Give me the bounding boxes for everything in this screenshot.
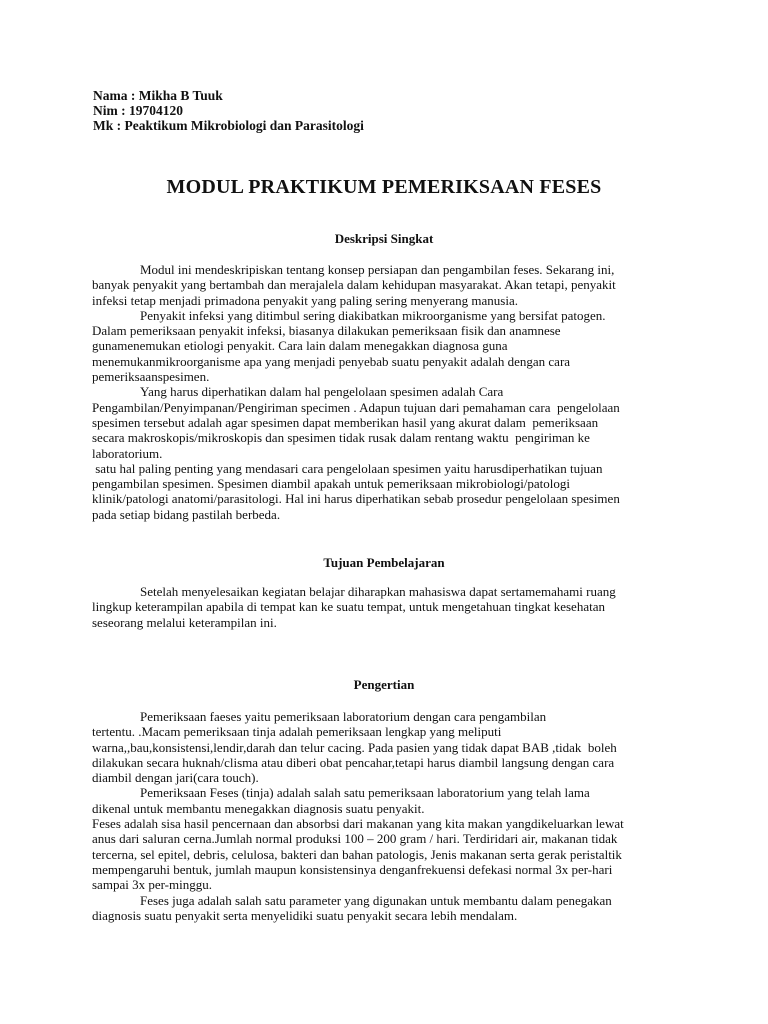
text-line: Yang harus diperhatikan dalam hal pengelolaan spesimen adalah Cara xyxy=(140,384,504,400)
text-line: pengambilan spesimen. Spesimen diambil apakah untuk pemeriksaan mikrobiologi/patologi xyxy=(92,476,571,492)
text-line: lingkup keterampilan apabila di tempat kan ke suatu tempat, untuk mengetahuan tingkat kesehatan xyxy=(92,599,605,615)
text-line: gunamenemukan etiologi penyakit. Cara lain dalam menegakkan diagnosa guna xyxy=(92,338,508,354)
course-name: Mk : Peaktikum Mikrobiologi dan Parasitologi xyxy=(93,118,364,133)
text-line: diagnosis suatu penyakit serta menyelidiki suatu penyakit secara lebih mendalam. xyxy=(92,907,518,923)
text-line: infeksi tetap menjadi primadona penyakit yang paling sering menyerang manusia. xyxy=(92,292,518,308)
student-nim: Nim : 19704120 xyxy=(93,103,183,118)
text-line: mempengaruhi bentuk, jumlah maupun konsistensinya denganfrekuensi defekasi normal 3x per-hari xyxy=(92,861,613,877)
text-line: Feses adalah sisa hasil pencernaan dan absorbsi dari makanan yang kita makan yangdikeluarkan lewat xyxy=(92,816,624,832)
text-line: menemukanmikroorganisme apa yang menjadi penyebab suatu penyakit adalah dengan cara xyxy=(92,353,571,369)
document-title: MODUL PRAKTIKUM PEMERIKSAAN FESES xyxy=(166,176,602,198)
text-line: banyak penyakit yang bertambah dan merajalela dalam kehidupan masyarakat. Akan tetapi, penyakit xyxy=(92,277,616,293)
text-line: Pengambilan/Penyimpanan/Pengiriman specimen . Adapun tujuan dari pemahaman cara pengelolaan xyxy=(92,399,620,415)
text-line: pemeriksaanspesimen. xyxy=(92,369,210,385)
text-line: sampai 3x per-minggu. xyxy=(92,877,212,893)
text-line: pada setiap bidang pastilah berbeda. xyxy=(92,506,281,522)
text-line: seseorang melalui keterampilan ini. xyxy=(92,614,277,630)
text-line: laboratorium. xyxy=(92,445,163,461)
text-line: Dalam pemeriksaan penyakit infeksi, biasanya dilakukan pemeriksaan fisik dan anamnese xyxy=(92,323,561,339)
student-name: Nama : Mikha B Tuuk xyxy=(93,88,223,103)
text-line: spesimen tersebut adalah agar spesimen dapat memberikan hasil yang akurat dalam pemeriksaan xyxy=(92,414,599,430)
text-line: Pemeriksaan faeses yaitu pemeriksaan laboratorium dengan cara pengambilan xyxy=(140,709,547,724)
text-line: klinik/patologi anatomi/parasitologi. Hal ini harus diperhatikan sebab prosedur pengelolaan spesimen xyxy=(92,491,620,507)
deskripsi-text xyxy=(92,262,682,522)
tujuan-text xyxy=(92,584,682,630)
text-line: anus dari saluran cerna.Jumlah normal produksi 100 – 200 gram / hari. Terdiridari air, makanan tidak xyxy=(92,831,618,847)
heading-tujuan: Tujuan Pembelajaran xyxy=(323,555,445,570)
text-line: Setelah menyelesaikan kegiatan belajar diharapkan mahasiswa dapat sertamemahami ruang xyxy=(140,584,616,599)
text-line: Modul ini mendeskripiskan tentang konsep persiapan dan pengambilan feses. Sekarang ini, xyxy=(140,262,615,277)
text-line: Feses juga adalah salah satu parameter yang digunakan untuk membantu dalam penegakan xyxy=(140,892,612,908)
text-line: dikenal untuk membantu menegakkan diagnosis suatu penyakit. xyxy=(92,800,425,816)
heading-deskripsi: Deskripsi Singkat xyxy=(334,231,434,246)
pengertian-text xyxy=(92,709,682,923)
text-line: secara makroskopis/mikroskopis dan spesimen tidak rusak dalam rentang waktu pengiriman ke xyxy=(92,430,590,446)
text-line: warna,,bau,konsistensi,lendir,darah dan telur cacing. Pada pasien yang tidak dapat BAB ,tidak boleh xyxy=(92,739,617,755)
text-line: tertentu. .Macam pemeriksaan tinja adalah pemeriksaan lengkap yang meliputi xyxy=(92,724,502,740)
text-line: satu hal paling penting yang mendasari cara pengelolaan spesimen yaitu harusdiperhatikan tujuan xyxy=(92,460,603,476)
text-line: diambil dengan jari(cara touch). xyxy=(92,770,259,786)
heading-pengertian: Pengertian xyxy=(353,677,415,692)
text-line: dilakukan secara huknah/clisma atau diberi obat pencahar,tetapi harus diambil langsung dengan cara xyxy=(92,754,615,770)
text-line: tercerna, sel epitel, debris, celulosa, bakteri dan bahan patologis, Jenis makanan serta gerak peristaltik xyxy=(92,846,622,862)
text-line: Pemeriksaan Feses (tinja) adalah salah satu pemeriksaan laboratorium yang telah lama xyxy=(140,785,590,801)
text-line: Penyakit infeksi yang ditimbul sering diakibatkan mikroorganisme yang bersifat patogen. xyxy=(140,307,606,323)
